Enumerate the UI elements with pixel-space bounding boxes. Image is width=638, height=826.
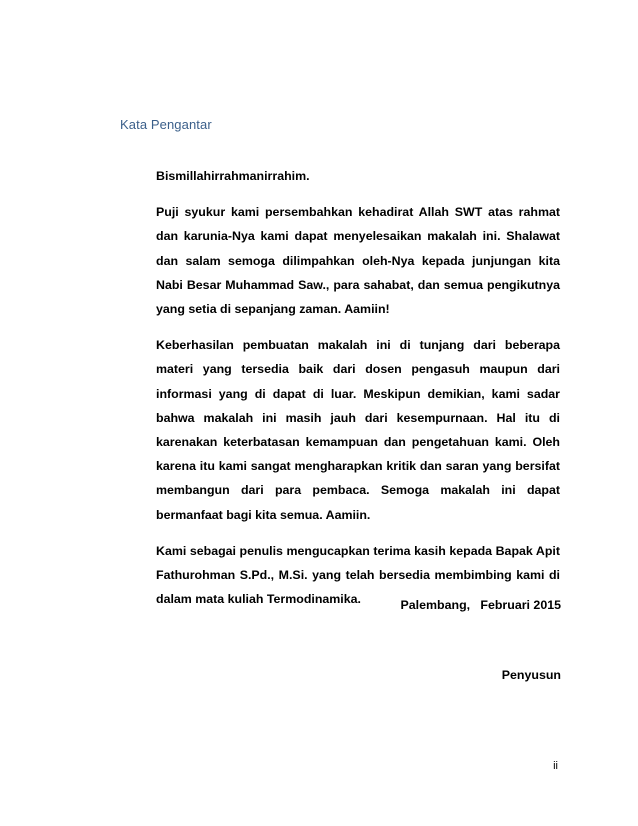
thanks-paragraph: Kami sebagai penulis mengucapkan terima kasih kepada Bapak Apit Fathurohman S.Pd., M.Si. yang telah bersedia membimbing kami di dalam mata kuliah Termodinamika. [156, 543, 560, 607]
signer: Penyusun [501, 668, 561, 682]
page-number: ii [553, 760, 558, 772]
place-date: Palembang, Februari 2015 [400, 598, 561, 612]
greeting-paragraph: Bismillahirrahmanirrahim. [156, 169, 310, 183]
section-heading: Kata Pengantar [120, 117, 212, 132]
body-text [156, 164, 560, 623]
sources-paragraph: Keberhasilan pembuatan makalah ini di tunjang dari beberapa materi yang tersedia baik dari dosen pengasuh maupun dari informasi yang di dapat di luar. Meskipun demikian, kami sadar bahwa makalah ini masih jauh dari kesempurnaan. Hal itu di karenakan keterbatasan kemampuan dan pengetahuan kami. Oleh karena itu kami sangat mengharapkan kritik dan saran yang bersifat membangun dari para pembaca. Semoga makalah ini dapat bermanfaat bagi kita semua. Aamiin. [156, 338, 560, 522]
gratitude-paragraph: Puji syukur kami persembahkan kehadirat Allah SWT atas rahmat dan karunia-Nya kami dapat menyelesaikan makalah ini. Shalawat dan salam semoga dilimpahkan oleh-Nya kepada junjungan kita Nabi Besar Muhammad Saw., para sahabat, dan semua pengikutnya yang setia di sepanjang zaman. Aamiin! [156, 205, 560, 317]
